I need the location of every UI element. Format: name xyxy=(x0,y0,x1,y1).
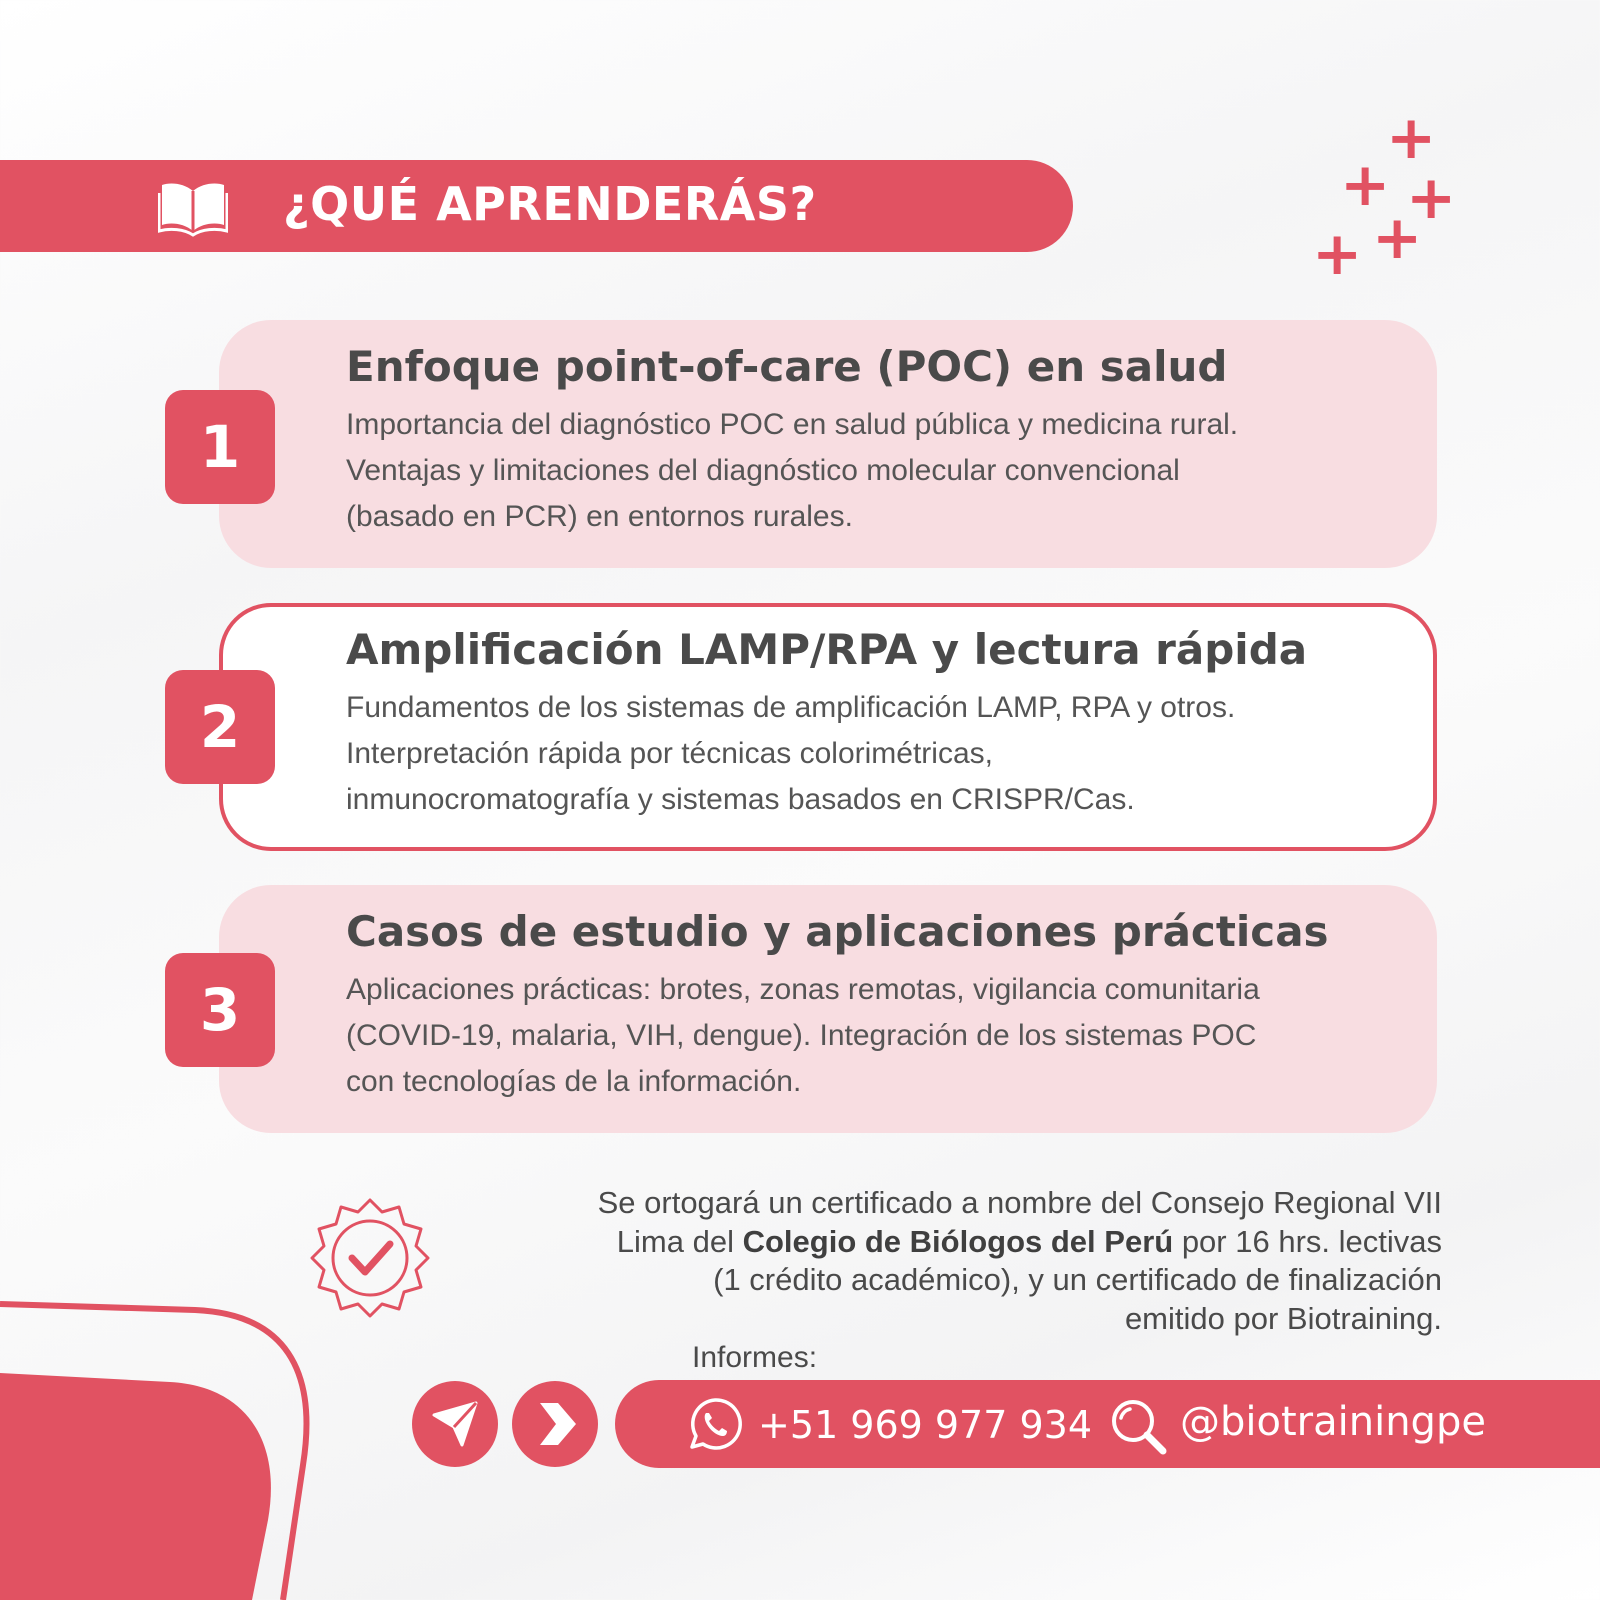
topic-card xyxy=(219,885,1437,1133)
plus-decoration-icon: + xyxy=(1340,150,1391,220)
topic-description xyxy=(346,685,1426,823)
description-line: Fundamentos de los sistemas de amplificación LAMP, RPA y otros. xyxy=(346,691,1236,724)
certificate-text: Lima del xyxy=(616,1223,743,1259)
contact-label: Informes: xyxy=(692,1341,818,1374)
page-title: ¿QUÉ APRENDERÁS? xyxy=(283,177,817,231)
open-book-icon xyxy=(158,177,228,237)
topic-card xyxy=(219,603,1437,851)
topic-card xyxy=(219,320,1437,568)
description-line: inmunocromatografía y sistemas basados en CRISPR/Cas. xyxy=(346,783,1135,816)
description-line: (basado en PCR) en entornos rurales. xyxy=(346,500,853,533)
search-icon xyxy=(1108,1396,1168,1456)
decorative-curve xyxy=(0,1290,330,1600)
topic-title: Amplificación LAMP/RPA y lectura rápida xyxy=(346,625,1308,674)
send-button[interactable] xyxy=(412,1381,498,1467)
topic-number-badge: 3 xyxy=(165,953,275,1067)
social-handle[interactable]: @biotrainingpe xyxy=(1180,1399,1486,1445)
description-line: Ventajas y limitaciones del diagnóstico molecular convencional xyxy=(346,454,1180,487)
description-line: Aplicaciones prácticas: brotes, zonas remotas, vigilancia comunitaria xyxy=(346,973,1260,1006)
certificate-line: emitido por Biotraining. xyxy=(1124,1300,1442,1336)
topic-title: Casos de estudio y aplicaciones prácticas xyxy=(346,907,1329,956)
topic-number-badge: 2 xyxy=(165,670,275,784)
plus-decoration-icon: + xyxy=(1406,163,1457,233)
description-line: Interpretación rápida por técnicas colorimétricas, xyxy=(346,737,993,770)
whatsapp-icon xyxy=(687,1396,743,1452)
certificate-line: (1 crédito académico), y un certificado de finalización xyxy=(713,1262,1442,1297)
certificate-notice xyxy=(440,1184,1442,1338)
institution-name: Colegio de Biólogos del Perú xyxy=(742,1223,1174,1259)
plus-decoration-icon: + xyxy=(1372,203,1423,273)
topic-number-badge: 1 xyxy=(165,390,275,504)
topic-title: Enfoque point-of-care (POC) en salud xyxy=(346,342,1228,391)
next-button[interactable] xyxy=(512,1381,598,1467)
plus-decoration-icon: + xyxy=(1312,219,1363,289)
topic-description xyxy=(346,967,1426,1105)
certificate-line: Se ortogará un certificado a nombre del Consejo Regional VII xyxy=(597,1185,1442,1220)
phone-number[interactable]: +51 969 977 934 xyxy=(758,1403,1093,1447)
description-line: (COVID-19, malaria, VIH, dengue). Integración de los sistemas POC xyxy=(346,1019,1257,1052)
description-line: con tecnologías de la información. xyxy=(346,1065,802,1098)
arrow-right-icon xyxy=(512,1381,598,1467)
description-line: Importancia del diagnóstico POC en salud pública y medicina rural. xyxy=(346,408,1239,441)
certificate-line xyxy=(440,1223,1442,1262)
certificate-text: por 16 hrs. lectivas xyxy=(1173,1223,1442,1259)
send-icon xyxy=(412,1381,498,1467)
topic-description xyxy=(346,402,1426,540)
plus-decoration-icon: + xyxy=(1386,103,1437,173)
